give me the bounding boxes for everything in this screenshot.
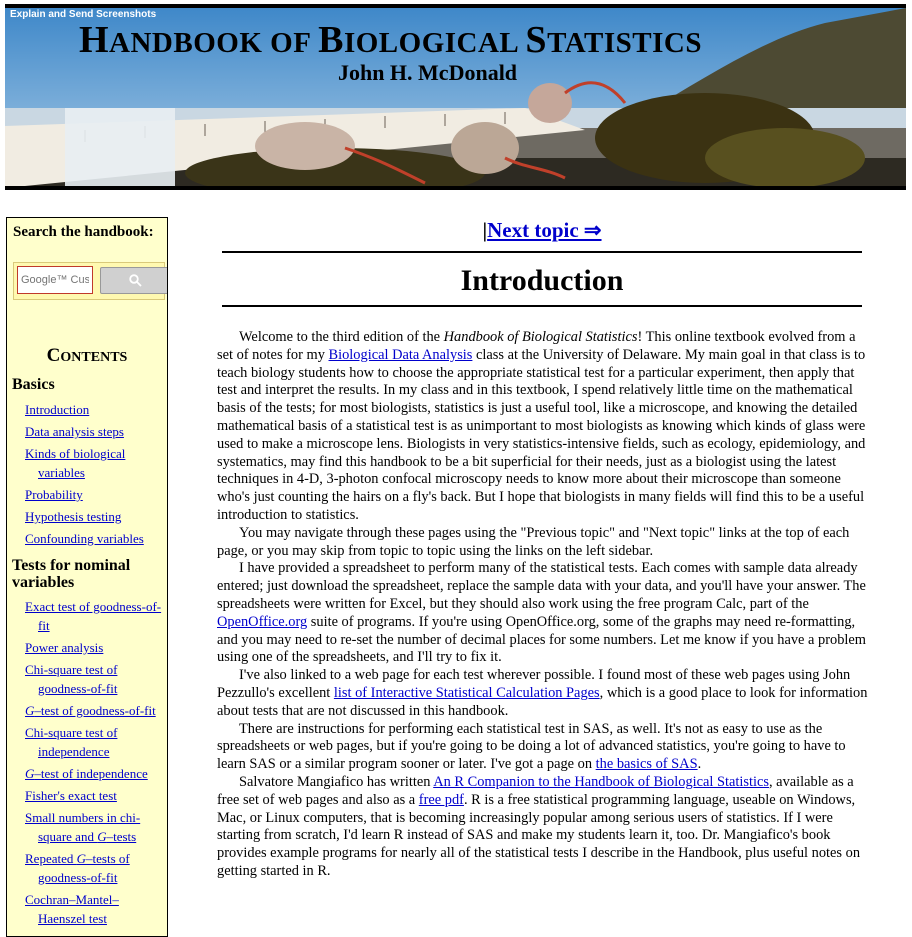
body-text: There are instructions for performing each statistical test in SAS, as well. It's not as easy to use as the spreadsheets or web pages, but if you're going to be doing a lot of advanced statistics, you're going to have to learn SAS or a similar program sooner or later. I've got a page on	[217, 720, 846, 773]
list-item	[25, 889, 165, 927]
nav-list-basics	[25, 399, 165, 550]
sidebar-item-exact-test[interactable]: Exact test of goodness-of-fit	[25, 599, 162, 633]
inline-link[interactable]: An R Companion to the Handbook of Biological Statistics	[433, 773, 769, 790]
body-text: You may navigate through these pages using the "Previous topic" and "Next topic" links at the top of each page, or you may skip from topic to topic using the links on the left sidebar.	[217, 524, 850, 559]
body-text: .	[697, 756, 702, 773]
inline-link[interactable]: list of Interactive Statistical Calculation Pages	[333, 684, 600, 701]
sidebar-item-chi-square-independence[interactable]: Chi-square test of independence	[25, 725, 118, 759]
paragraph	[217, 525, 870, 561]
search-box	[13, 262, 165, 300]
body-text: Salvatore Mangiafico has written	[239, 773, 434, 790]
search-icon	[129, 274, 142, 287]
inline-link[interactable]: Biological Data Analysis	[328, 346, 473, 363]
page-title: Introduction	[460, 264, 624, 297]
sidebar-item-g-test-independence[interactable]: G–test of independence	[25, 766, 148, 781]
body-text: ! This online textbook evolved from a set of notes for my	[217, 329, 856, 363]
list-item	[25, 700, 165, 719]
next-topic-separator: |	[482, 218, 488, 242]
sidebar-item-repeated-g-tests[interactable]: Repeated G–tests of goodness-of-fit	[25, 851, 130, 885]
list-item	[25, 659, 165, 697]
sidebar-item-chi-square-gof[interactable]: Chi-square test of goodness-of-fit	[25, 662, 118, 696]
sidebar-item-fishers-exact[interactable]: Fisher's exact test	[25, 788, 117, 803]
body-text: class at the University of Delaware. My main goal in that class is to teach biology students how to choose the appropriate statistical test for a particular experiment, then apply that test and interpret the results. In my class and in this textbook, I spend relatively little time on the mathematical basis of the tests; for most biologists, statistics is just a useful tool, like a microscope, and knowing the detailed mathematical basis of a statistical test is as unimportant to most biologists as knowing which kinds of glass were used to make a microscope lens. Biologists in very statistics-intensive fields, such as ecology, epidemiology, and systematics, may find this handbook to be a bit superficial for their needs, just as a biologist using the latest techniques in 4-D, 3-photon confocal microscopy needs to know more about their microscope than someone who's just counting the hairs on a fly's back. But I hope that biologists in many fields will find this to be a useful introduction to statistics.	[217, 346, 866, 523]
list-item	[25, 528, 165, 547]
list-item	[25, 848, 165, 886]
divider	[222, 251, 862, 253]
list-item	[25, 807, 165, 845]
sidebar-item-cmh-test[interactable]: Cochran–Mantel–Haenszel test	[25, 892, 119, 926]
sidebar-item-introduction[interactable]: Introduction	[25, 402, 90, 417]
paragraph	[217, 721, 870, 774]
overlay-label: Explain and Send Screenshots	[10, 9, 157, 20]
nav-list-nominal	[25, 596, 165, 930]
paragraph	[217, 560, 870, 667]
list-item	[25, 596, 165, 634]
sidebar-item-confounding-variables[interactable]: Confounding variables	[25, 531, 144, 546]
paragraph	[217, 774, 870, 881]
sidebar	[6, 217, 168, 937]
nav-section-title: Basics	[12, 376, 55, 393]
search-button[interactable]	[100, 267, 168, 294]
search-label: Search the handbook:	[13, 224, 154, 240]
divider	[222, 305, 862, 307]
inline-link[interactable]: free pdf	[418, 791, 464, 808]
contents-heading: CONTENTS	[46, 345, 128, 366]
body-text: I've also linked to a web page for each test wherever possible. I found most of these web pages using John Pezzullo's excellent	[217, 667, 851, 701]
inline-link[interactable]: OpenOffice.org	[217, 613, 308, 630]
list-item	[25, 421, 165, 440]
list-item	[25, 484, 165, 503]
body-text: , available as a free set of web pages and also as a	[217, 773, 854, 808]
list-item	[25, 785, 165, 804]
next-topic-row	[222, 218, 862, 243]
body-text: suite of programs. If you're using OpenOffice.org, some of the graphs may need re-formatting, and you may need to re-set the number of decimal places for some numbers. Let me know if you have a problem using one of the spreadsheets, and I'll try to fix it.	[217, 613, 866, 666]
body-text: Welcome to the third edition of the	[239, 329, 444, 345]
list-item	[25, 506, 165, 525]
search-input[interactable]	[17, 266, 93, 294]
body-text: , which is a good place to look for information about tests that are not discussed in this handbook.	[217, 684, 868, 719]
sidebar-item-probability[interactable]: Probability	[25, 487, 83, 502]
paragraph	[217, 329, 870, 525]
sidebar-item-small-numbers[interactable]: Small numbers in chi-square and G–tests	[25, 810, 141, 844]
list-item	[25, 763, 165, 782]
body-text: I have provided a spreadsheet to perform many of the statistical tests. Each comes with sample data already entered; just download the spreadsheet, replace the sample data with your data, and you'll have your answer. The spreadsheets were written for Excel, but they should also work using the free program Calc, part of the	[217, 560, 866, 612]
sidebar-item-power-analysis[interactable]: Power analysis	[25, 640, 104, 655]
emphasis-text: Handbook of Biological Statistics	[443, 329, 638, 345]
site-author: John H. McDonald	[337, 60, 518, 85]
sidebar-item-hypothesis-testing[interactable]: Hypothesis testing	[25, 509, 122, 524]
sidebar-item-g-test-gof[interactable]: G–test of goodness-of-fit	[25, 703, 156, 718]
list-item	[25, 637, 165, 656]
nav-section-title: Tests for nominal variables	[12, 557, 131, 591]
article-body	[217, 329, 870, 881]
inline-link[interactable]: the basics of SAS	[595, 756, 698, 773]
list-item	[25, 399, 165, 418]
body-text: . R is a free statistical programming language, useable on Windows, Mac, or Linux computers, that is becoming increasingly popular among serious users of statistics. If I were starting from scratch, I'd learn R instead of SAS and make my students learn it, too. Dr. Mangiafico's book provides example programs for nearly all of the statistical tests I describe in the Handbook, plus useful notes on getting started in R.	[217, 791, 861, 879]
sidebar-item-data-analysis-steps[interactable]: Data analysis steps	[25, 424, 124, 439]
sidebar-item-kinds-of-variables[interactable]: Kinds of biological variables	[25, 446, 126, 480]
next-topic-link[interactable]: Next topic ⇒	[487, 218, 602, 242]
site-banner	[5, 4, 906, 190]
list-item	[25, 722, 165, 760]
site-title: HANDBOOK OF BIOLOGICAL STATISTICS	[78, 19, 702, 61]
paragraph	[217, 667, 870, 720]
list-item	[25, 443, 165, 481]
